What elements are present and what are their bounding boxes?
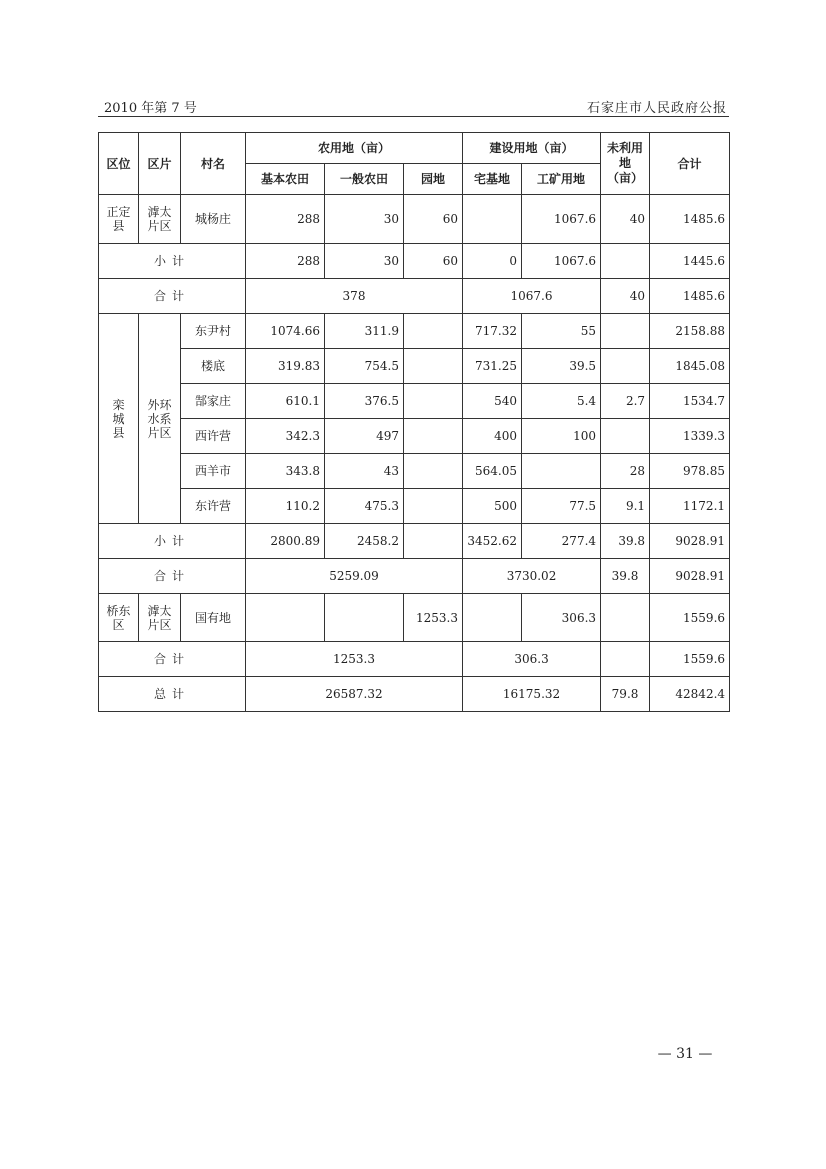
district-cell: 桥东区 (99, 594, 139, 642)
unused-cell (601, 314, 650, 349)
basic-cell: 342.3 (246, 419, 325, 454)
sum-label: 合计 (99, 642, 246, 677)
construction-sum-cell: 1067.6 (463, 279, 601, 314)
garden-cell (404, 384, 463, 419)
industrial-cell: 1067.6 (522, 244, 601, 279)
sum-row (99, 279, 730, 314)
unused-cell (601, 642, 650, 677)
district-cell: 正定县 (99, 195, 139, 244)
homestead-cell: 0 (463, 244, 522, 279)
table-row (99, 489, 730, 524)
table-row (99, 384, 730, 419)
construction-sum-cell: 3730.02 (463, 559, 601, 594)
industrial-cell: 77.5 (522, 489, 601, 524)
total-cell: 2158.88 (650, 314, 730, 349)
garden-cell (404, 419, 463, 454)
total-cell: 9028.91 (650, 559, 730, 594)
garden-cell (404, 489, 463, 524)
total-cell: 978.85 (650, 454, 730, 489)
total-cell: 1534.7 (650, 384, 730, 419)
unused-cell (601, 594, 650, 642)
area-cell: 滹太片区 (139, 594, 181, 642)
subtotal-label: 小计 (99, 244, 246, 279)
garden-cell (404, 349, 463, 384)
unused-cell: 40 (601, 279, 650, 314)
unused-cell: 28 (601, 454, 650, 489)
area-cell: 外环水系片区 (139, 314, 181, 524)
general-cell: 43 (325, 454, 404, 489)
general-cell (325, 594, 404, 642)
grand-total-row (99, 677, 730, 712)
industrial-cell: 277.4 (522, 524, 601, 559)
garden-cell (404, 314, 463, 349)
construction-sum-cell: 16175.32 (463, 677, 601, 712)
col-area: 区片 (139, 133, 181, 195)
general-cell: 311.9 (325, 314, 404, 349)
grand-total-label: 总计 (99, 677, 246, 712)
col-district: 区位 (99, 133, 139, 195)
page-header (98, 94, 729, 117)
total-cell: 9028.91 (650, 524, 730, 559)
total-cell: 1559.6 (650, 642, 730, 677)
table-row (99, 349, 730, 384)
sum-label: 合计 (99, 559, 246, 594)
col-garden: 园地 (404, 164, 463, 195)
table-row (99, 419, 730, 454)
homestead-cell: 400 (463, 419, 522, 454)
col-total: 合计 (650, 133, 730, 195)
page-number: — 31 — (657, 1046, 713, 1062)
total-cell: 1485.6 (650, 279, 730, 314)
general-cell: 497 (325, 419, 404, 454)
col-industrial: 工矿用地 (522, 164, 601, 195)
land-use-table (98, 132, 730, 712)
col-agri: 农用地（亩） (246, 133, 463, 164)
general-cell: 30 (325, 195, 404, 244)
col-general-farmland: 一般农田 (325, 164, 404, 195)
total-cell: 1845.08 (650, 349, 730, 384)
col-construction: 建设用地（亩） (463, 133, 601, 164)
unused-cell (601, 244, 650, 279)
industrial-cell: 39.5 (522, 349, 601, 384)
village-cell: 西羊市 (181, 454, 246, 489)
subtotal-label: 小计 (99, 524, 246, 559)
col-homestead: 宅基地 (463, 164, 522, 195)
total-cell: 1485.6 (650, 195, 730, 244)
garden-cell: 1253.3 (404, 594, 463, 642)
unused-cell: 79.8 (601, 677, 650, 712)
table-row (99, 314, 730, 349)
general-cell: 30 (325, 244, 404, 279)
subtotal-row (99, 244, 730, 279)
general-cell: 754.5 (325, 349, 404, 384)
col-basic-farmland: 基本农田 (246, 164, 325, 195)
industrial-cell: 306.3 (522, 594, 601, 642)
sum-row (99, 559, 730, 594)
unused-cell: 2.7 (601, 384, 650, 419)
basic-cell: 610.1 (246, 384, 325, 419)
agri-sum-cell: 1253.3 (246, 642, 463, 677)
basic-cell (246, 594, 325, 642)
sum-label: 合计 (99, 279, 246, 314)
agri-sum-cell: 26587.32 (246, 677, 463, 712)
basic-cell: 2800.89 (246, 524, 325, 559)
general-cell: 376.5 (325, 384, 404, 419)
industrial-cell (522, 454, 601, 489)
basic-cell: 1074.66 (246, 314, 325, 349)
homestead-cell (463, 195, 522, 244)
homestead-cell: 3452.62 (463, 524, 522, 559)
industrial-cell: 5.4 (522, 384, 601, 419)
basic-cell: 110.2 (246, 489, 325, 524)
village-cell: 东尹村 (181, 314, 246, 349)
industrial-cell: 100 (522, 419, 601, 454)
table-row (99, 454, 730, 489)
agri-sum-cell: 5259.09 (246, 559, 463, 594)
sum-row (99, 642, 730, 677)
total-cell: 1559.6 (650, 594, 730, 642)
garden-cell (404, 524, 463, 559)
agri-sum-cell: 378 (246, 279, 463, 314)
district-cell: 栾城县 (99, 314, 139, 524)
total-cell: 42842.4 (650, 677, 730, 712)
village-cell: 西许营 (181, 419, 246, 454)
homestead-cell: 540 (463, 384, 522, 419)
construction-sum-cell: 306.3 (463, 642, 601, 677)
issue-label: 2010 年第 7 号 (104, 101, 197, 116)
unused-cell: 40 (601, 195, 650, 244)
unused-cell: 39.8 (601, 524, 650, 559)
basic-cell: 343.8 (246, 454, 325, 489)
table-row (99, 594, 730, 642)
general-cell: 475.3 (325, 489, 404, 524)
publication-title: 石家庄市人民政府公报 (586, 101, 727, 116)
homestead-cell: 564.05 (463, 454, 522, 489)
col-village: 村名 (181, 133, 246, 195)
unused-cell: 39.8 (601, 559, 650, 594)
homestead-cell: 717.32 (463, 314, 522, 349)
area-cell: 滹太片区 (139, 195, 181, 244)
basic-cell: 319.83 (246, 349, 325, 384)
table-row (99, 195, 730, 244)
village-cell: 城杨庄 (181, 195, 246, 244)
unused-cell: 9.1 (601, 489, 650, 524)
basic-cell: 288 (246, 244, 325, 279)
unused-cell (601, 419, 650, 454)
homestead-cell: 500 (463, 489, 522, 524)
unused-cell (601, 349, 650, 384)
village-cell: 东许营 (181, 489, 246, 524)
village-cell: 楼底 (181, 349, 246, 384)
col-unused: 未利用地（亩） (601, 133, 650, 195)
village-cell: 国有地 (181, 594, 246, 642)
industrial-cell: 1067.6 (522, 195, 601, 244)
homestead-cell (463, 594, 522, 642)
total-cell: 1172.1 (650, 489, 730, 524)
homestead-cell: 731.25 (463, 349, 522, 384)
village-cell: 郜家庄 (181, 384, 246, 419)
total-cell: 1339.3 (650, 419, 730, 454)
subtotal-row (99, 524, 730, 559)
garden-cell: 60 (404, 195, 463, 244)
garden-cell (404, 454, 463, 489)
header-row (99, 133, 730, 164)
industrial-cell: 55 (522, 314, 601, 349)
basic-cell: 288 (246, 195, 325, 244)
total-cell: 1445.6 (650, 244, 730, 279)
garden-cell: 60 (404, 244, 463, 279)
general-cell: 2458.2 (325, 524, 404, 559)
